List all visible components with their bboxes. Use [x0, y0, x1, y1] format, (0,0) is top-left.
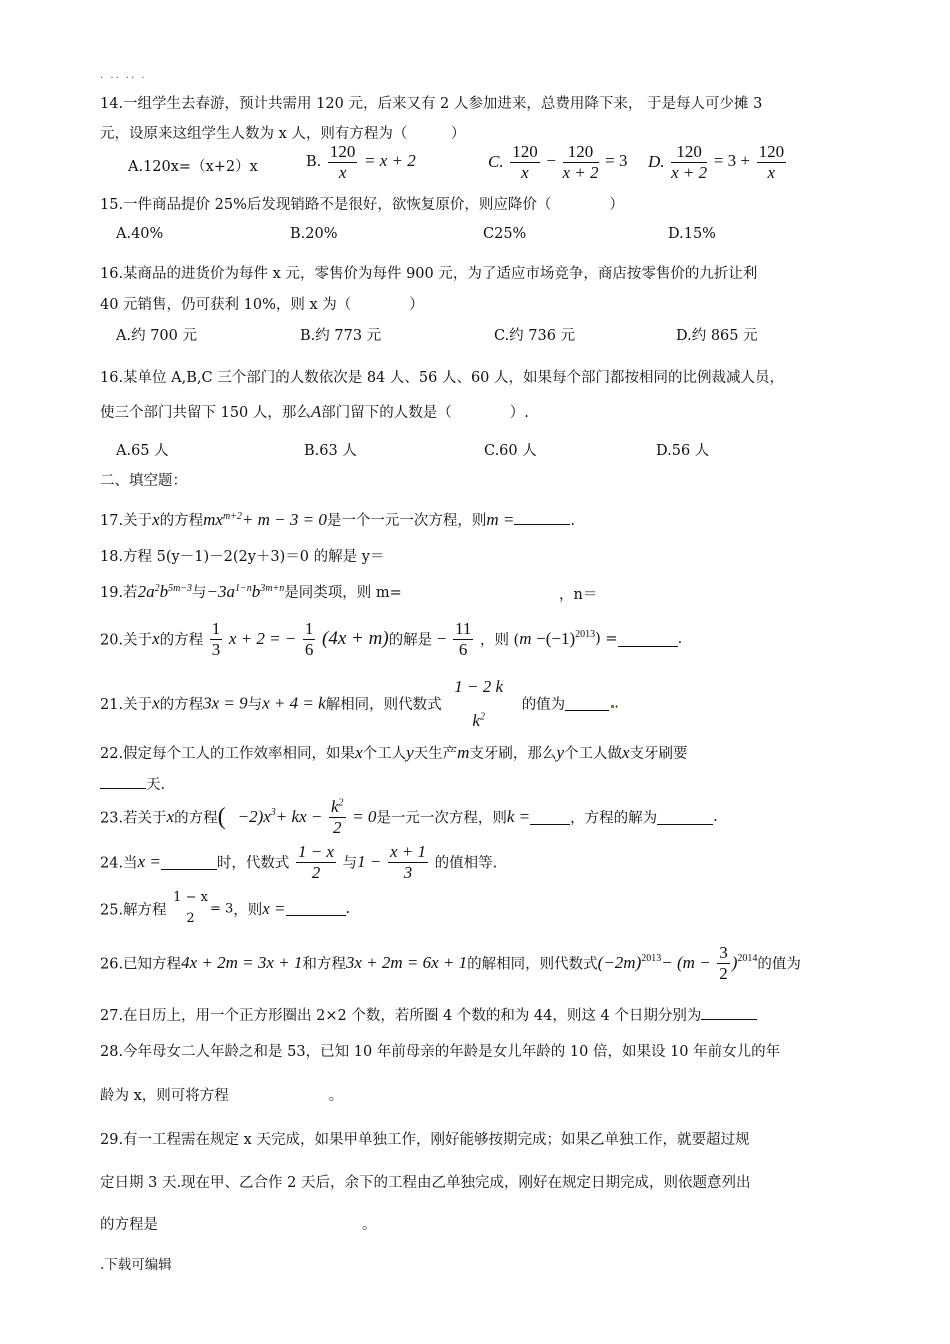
q16a-line1: 16.某商品的进货价为每件 x 元，零售价为每件 900 元，为了适应市场竞争，商店按零售价的九折让利 — [100, 266, 758, 282]
q22-line1: 22.假定每个工人的工作效率相同，如果x个工人y天生产m支牙刷，那么y个工人做x支牙刷要 — [100, 743, 688, 762]
q25: 25.解方程 1 − x 2 = 3，则x = . — [100, 890, 351, 926]
q14-option-d: D. $\frac{120}{x + 2}$ = 3 + $\frac{120}{x}$ — [648, 142, 785, 182]
q16b-option-a: A.65 人 — [116, 443, 169, 459]
q14-option-b: B. $\frac{120}{x}$ = x + 2 — [306, 142, 416, 182]
q28-line2: 龄为 x，则可将方程 。 — [100, 1088, 344, 1104]
q27: 27.在日历上，用一个正方形圈出 2×2 个数，若所圈 4 个数的和为 44，则这 4 个日期分别为 — [100, 1004, 757, 1025]
q28-line1: 28.今年母女二人年龄之和是 53，已知 10 年前母亲的年龄是女儿年龄的 10 倍，如果设 10 年前女儿的年 — [100, 1044, 781, 1060]
q16b-option-c: C.60 人 — [484, 443, 537, 459]
q19: 19.若$2a^2b^{5m-3}$与$-3a^{1-n}b^{3m+n}$是同类项，则 m= — [100, 582, 402, 601]
q14-option-c: C. $\frac{120}{x}$ − $\frac{120}{x + 2}$ = 3 — [488, 142, 628, 182]
q16b-option-d: D.56 人 — [656, 443, 710, 459]
q15-option-d: D.15% — [668, 226, 716, 242]
footer-note: .下载可编辑 — [100, 1257, 172, 1273]
q21: 21.关于x的方程3x = 9与x + 4 = k解相同，则代数式 1 − 2 k $k^2$ 的值为 . — [100, 677, 619, 730]
q29-line3: 的方程是 。 — [100, 1217, 377, 1233]
q17: 17.关于x的方程$mx^{m+2}+ m - 3 = 0$是一个一元一次方程，则m = . — [100, 510, 575, 529]
q29-line1: 29.有一工程需在规定 x 天完成，如果甲单独工作，刚好能够按期完成；如果乙单独工作，就要超过规 — [100, 1132, 750, 1148]
q16a-option-b: B.约 773 元 — [300, 328, 382, 344]
q14-line2: 元，设原来这组学生人数为 x 人，则有方程为（ ） — [100, 126, 466, 142]
q16b-option-b: B.63 人 — [304, 443, 357, 459]
q16b-line2: 使三个部门共留下 150 人，那么A部门留下的人数是（ ）. — [100, 402, 529, 421]
q16a-option-a: A.约 700 元 — [116, 328, 197, 344]
q15-option-c: C25% — [483, 226, 527, 242]
q24: 24.当x = 时，代数式 $\frac{1 - x}{2}$ 与1 − $\frac{x + 1}{3}$ 的值相等. — [100, 842, 498, 882]
q23: 23.若关于x的方程( $-2)x^3+$ kx − $\frac{k^2}{2}$ = 0是一元一次方程，则k = ，方程的解为 . — [100, 797, 718, 837]
q15-option-a: A.40% — [116, 226, 164, 242]
q20: 20.关于x的方程 $\frac{1}{3}$ x + 2 = − $\frac{1}{6}$ (4x + m)的解是 − $\frac{11}{6}$ ，则 $(m -(-1)^{2013})$ = . — [100, 619, 683, 659]
q22-line2: 天. — [100, 773, 165, 794]
q15-line1: 15.一件商品提价 25%后发现销路不是很好，欲恢复原价，则应降价（ ） — [100, 197, 624, 213]
q16b-line1: 16.某单位 A,B,C 三个部门的人数依次是 84 人、56 人、60 人，如果每个部门都按相同的比例裁减人员， — [100, 370, 785, 386]
q16a-option-d: D.约 865 元 — [676, 328, 758, 344]
q29-line2: 定日期 3 天.现在甲、乙合作 2 天后，余下的工程由乙单独完成，刚好在规定日期完成，则依题意列出 — [100, 1175, 751, 1191]
q15-option-b: B.20% — [290, 226, 338, 242]
q16a-line2: 40 元销售，仍可获利 10%，则 x 为（ ） — [100, 297, 424, 313]
q14-line1: 14.一组学生去春游，预计共需用 120 元，后来又有 2 人参加进来，总费用降下来， 于是每人可少摊 3 — [100, 96, 763, 112]
q14-option-a: A.120x=（x+2）x — [128, 159, 258, 175]
q19-n: ，n＝ — [559, 587, 598, 603]
q18: 18.方程 5(y－1)－2(2y＋3)＝0 的解是 y＝ — [100, 549, 385, 565]
section-title-fill-in: 二、填空题： — [100, 473, 187, 489]
q16a-option-c: C.约 736 元 — [494, 328, 576, 344]
q26: 26.已知方程4x + 2m = 3x + 1和方程3x + 2m = 6x + 1的解相同，则代数式$(-2m)^{2013}- (m$ − $\frac{3}{2}$ )$^{2014}$的值为 — [100, 943, 801, 983]
top-dots: . .. .. . — [100, 70, 147, 81]
